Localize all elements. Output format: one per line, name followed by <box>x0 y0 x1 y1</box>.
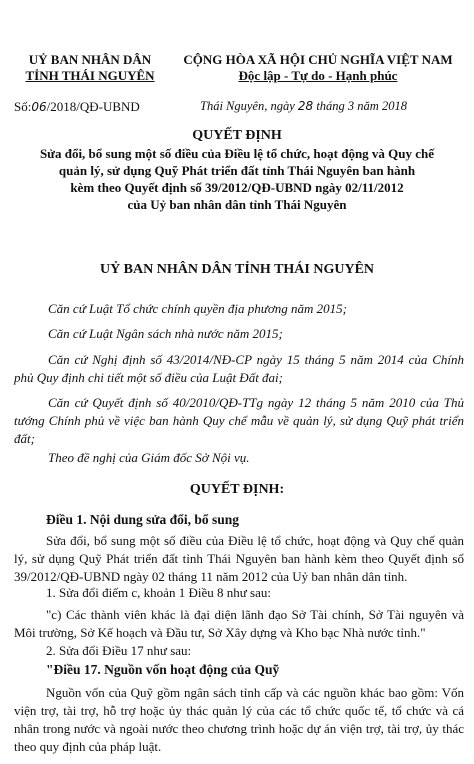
basis-item <box>14 300 464 318</box>
basis-item <box>14 394 464 448</box>
basis-item <box>14 449 464 467</box>
issuing-agency <box>10 52 170 84</box>
article-1-heading: Điều 1. Nội dung sửa đổi, bổ sung <box>46 512 240 527</box>
basis-text: Theo đề nghị của Giám đốc Sở Nội vụ. <box>48 450 250 465</box>
basis-text: Căn cứ Luật Tổ chức chính quyền địa phương năm 2015; <box>48 301 348 316</box>
document-number <box>14 99 140 115</box>
subtitle-line: quản lý, sử dụng Quỹ Phát triển đất tỉnh Thái Nguyên ban hành <box>58 163 416 178</box>
subtitle-line: của Uỷ ban nhân dân tỉnh Thái Nguyên <box>127 197 347 212</box>
agency-line-2: TỈNH THÁI NGUYÊN <box>25 68 155 83</box>
paragraph-text: Sửa đổi, bổ sung một số điều của Điều lệ tổ chức, hoạt động và Quy chế quản lý, sử dụng Quỹ Phát triển đất tỉnh Thái Nguyên ban hành kèm theo Quyết định số 39/2012/QĐ-UBND ngày 02 tháng 11 năm 2012 của Uỷ ban nhân dân tỉnh. <box>14 533 464 584</box>
nation-line-2: Độc lập - Tự do - Hạnh phúc <box>238 68 398 83</box>
document-title: QUYẾT ĐỊNH <box>192 128 282 143</box>
article-paragraph <box>14 606 464 642</box>
place-date-suffix: tháng 3 năm 2018 <box>316 99 407 113</box>
doc-number-suffix: /2018/QĐ-UBND <box>46 99 140 114</box>
article-17-heading: "Điều 17. Nguồn vốn hoạt động của Quỹ <box>46 662 280 677</box>
decision-heading: QUYẾT ĐỊNH: <box>189 482 285 497</box>
place-date-day: 28 <box>297 99 314 113</box>
national-motto <box>168 52 468 84</box>
article-paragraph <box>14 584 464 602</box>
basis-item <box>14 325 464 343</box>
basis-item <box>14 351 464 387</box>
subtitle-line: Sửa đổi, bổ sung một số điều của Điều lệ tổ chức, hoạt động và Quy chế <box>39 146 435 161</box>
paragraph-text: Nguồn vốn của Quỹ gồm ngân sách tỉnh cấp và các nguồn khác bao gồm: Vốn viện trợ, tài trợ, hỗ trợ hoặc ủy thác quản lý của các tổ chức quốc tế, tổ chức và cá nhân trong nước và ngoài nước theo chương trình hoặc dự án viện trợ, tài trợ, ủy thác theo quy định của pháp luật. <box>14 685 464 754</box>
article-17-paragraph <box>14 684 464 756</box>
doc-number-prefix: Số: <box>14 99 32 114</box>
nation-line-1: CỘNG HÒA XÃ HỘI CHỦ NGHĨA VIỆT NAM <box>183 52 453 67</box>
article-paragraph <box>14 642 464 660</box>
paragraph-text: 1. Sửa đổi điểm c, khoản 1 Điều 8 như sau: <box>46 585 271 600</box>
paragraph-text: 2. Sửa đổi Điều 17 như sau: <box>46 643 192 658</box>
subtitle-line: kèm theo Quyết định số 39/2012/QĐ-UBND ngày 02/11/2012 <box>70 180 404 195</box>
agency-line-1: UỶ BAN NHÂN DÂN <box>28 52 152 67</box>
place-date-prefix: Thái Nguyên, ngày <box>200 99 295 113</box>
issuer-heading: UỶ BAN NHÂN DÂN TỈNH THÁI NGUYÊN <box>99 262 375 277</box>
doc-number-handwritten: 06 <box>31 100 47 114</box>
basis-text: Căn cứ Luật Ngân sách nhà nước năm 2015; <box>48 326 283 341</box>
paragraph-text: "c) Các thành viên khác là đại diện lãnh đạo Sở Tài chính, Sở Tài nguyên và Môi trường, Sở Kế hoạch và Đầu tư, Sở Xây dựng và Kho bạc Nhà nước tỉnh." <box>14 607 464 640</box>
article-paragraph <box>14 532 464 586</box>
basis-text: Căn cứ Quyết định số 40/2010/QĐ-TTg ngày 12 tháng 5 năm 2010 của Thủ tướng Chính phủ về việc ban hành Quy chế mẫu về quản lý, sử dụng Quỹ phát triển đất; <box>14 395 464 446</box>
basis-text: Căn cứ Nghị định số 43/2014/NĐ-CP ngày 15 tháng 5 năm 2014 của Chính phủ Quy định chi tiết một số điều của Luật Đất đai; <box>14 352 464 385</box>
document-subtitle <box>20 145 454 213</box>
place-and-date <box>200 99 407 114</box>
